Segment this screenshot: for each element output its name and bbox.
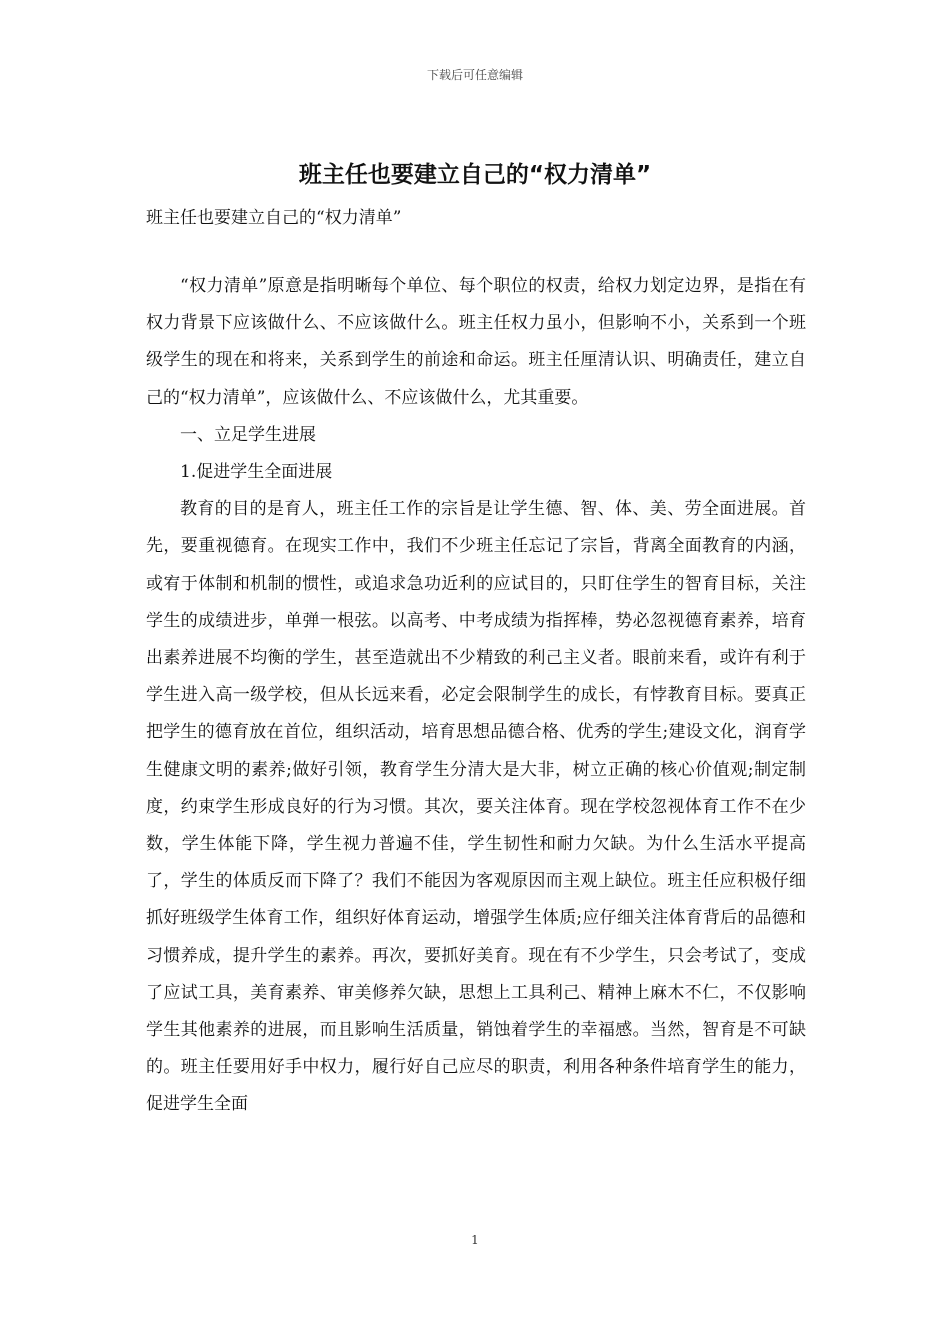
section-heading: 一、立足学生进展 bbox=[180, 424, 316, 445]
header-note: 下载后可任意编辑 bbox=[426, 68, 523, 82]
document-subtitle: 班主任也要建立自己的“权力清单” bbox=[146, 208, 402, 228]
subsection-heading: 1.促进学生全面进展 bbox=[180, 462, 333, 483]
document-title: 班主任也要建立自己的“权力清单” bbox=[298, 162, 652, 188]
document-body bbox=[146, 268, 806, 1124]
page-number: 1 bbox=[471, 1233, 479, 1247]
body-paragraph: 教育的目的是育人，班主任工作的宗旨是让学生德、智、体、美、劳全面进展。首先，要重视德育。在现实工作中，我们不少班主任忘记了宗旨，背离全面教育的内涵，或宥于体制和机制的惯性，或追求急功近利的应试目的，只盯住学生的智育目标，关注学生的成绩进步，单弹一根弦。以高考、中考成绩为指挥棒，势必忽视德育素养，培育出素养进展不均衡的学生，甚至造就出不少精致的利己主义者。眼前来看，或许有利于学生进入高一级学校，但从长远来看，必定会限制学生的成长，有悖教育目标。要真正把学生的德育放在首位，组织活动，培育思想品德合格、优秀的学生;建设文化，润育学生健康文明的素养;做好引领，教育学生分清大是大非，树立正确的核心价值观;制定制度，约束学生形成良好的行为习惯。其次，要关注体育。现在学校忽视体育工作不在少数，学生体能下降，学生视力普遍不佳，学生韧性和耐力欠缺。为什么生活水平提高了，学生的体质反而下降了？我们不能因为客观原因而主观上缺位。班主任应积极仔细抓好班级学生体育工作，组织好体育运动，增强学生体质;应仔细关注体育背后的品德和习惯养成，提升学生的素养。再次，要抓好美育。现在有不少学生，只会考试了，变成了应试工具，美育素养、审美修养欠缺，思想上工具利己、精神上麻木不仁，不仅影响学生其他素养的进展，而且影响生活质量，销蚀着学生的幸福感。当然，智育是不可缺的。班主任要用好手中权力，履行好自己应尽的职责，利用各种条件培育学生的能力，促进学生全面 bbox=[146, 499, 806, 1115]
intro-paragraph: “权力清单”原意是指明晰每个单位、每个职位的权责，给权力划定边界，是指在有权力背景下应该做什么、不应该做什么。班主任权力虽小，但影响不小，关系到一个班级学生的现在和将来，关系到学生的前途和命运。班主任厘清认识、明确责任，建立自己的“权力清单”，应该做什么、不应该做什么，尤其重要。 bbox=[146, 276, 806, 408]
